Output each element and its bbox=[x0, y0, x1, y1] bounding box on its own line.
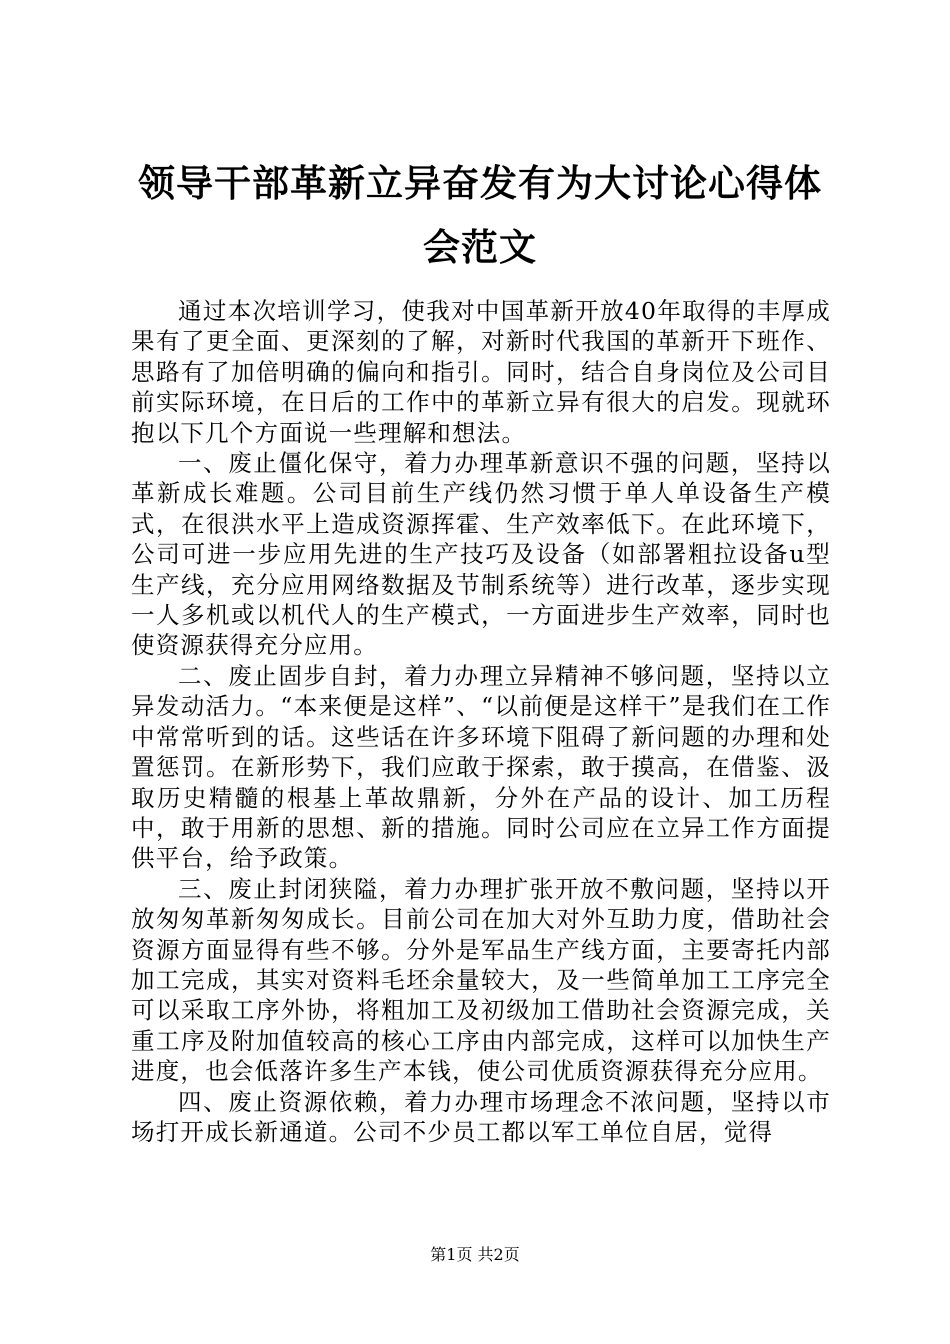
paragraph-section-3: 三、废止封闭狭隘，着力办理扩张开放不敷问题，坚持以开放匆匆革新匆匆成长。目前公司在加大对外互助力度，借助社会资源方面显得有些不够。分外是军品生产线方面，主要寄托内部加工完成，其实对资料毛坯余量较大，及一些简单加工工序完全可以采取工序外协，将粗加工及初级加工借助社会资源完成，关重工序及附加值较高的核心工序由内部完成，这样可以加快生产进度，也会低落许多生产本钱，使公司优质资源获得充分应用。 bbox=[131, 874, 831, 1086]
paragraph-intro: 通过本次培训学习，使我对中国革新开放40年取得的丰厚成果有了更全面、更深刻的了解，对新时代我国的革新开下班作、思路有了加倍明确的偏向和指引。同时，结合自身岗位及公司目前实际环境，在日后的工作中的革新立异有很大的启发。现就环抱以下几个方面说一些理解和想法。 bbox=[131, 297, 831, 447]
page-footer: 第1页 共2页 bbox=[430, 1245, 520, 1264]
document-body bbox=[131, 296, 831, 1147]
document-title: 领导干部革新立异奋发有为大讨论心得体会范文 bbox=[138, 162, 822, 269]
paragraph-section-2: 二、废止固步自封，着力办理立异精神不够问题，坚持以立异发动活力。“本来便是这样”、“以前便是这样干”是我们在工作中常常听到的话。这些话在许多环境下阻碍了新问题的办理和处置惩罚。在新形势下，我们应敢于探索，敢于摸高，在借鉴、汲取历史精髓的根基上革故鼎新，分外在产品的设计、加工历程中，敢于用新的思想、新的措施。同时公司应在立异工作方面提供平台，给予政策。 bbox=[131, 661, 831, 873]
paragraph-section-1: 一、废止僵化保守，着力办理革新意识不强的问题，坚持以革新成长难题。公司目前生产线仍然习惯于单人单设备生产模式，在很洪水平上造成资源挥霍、生产效率低下。在此环境下，公司可进一步应用先进的生产技巧及设备（如部署粗拉设备u型生产线，充分应用网络数据及节制系统等）进行改革，逐步实现一人多机或以机代人的生产模式，一方面进步生产效率，同时也使资源获得充分应用。 bbox=[131, 449, 831, 660]
paragraph-section-4: 四、废止资源依赖，着力办理市场理念不浓问题，坚持以市场打开成长新通道。公司不少员工都以军工单位自居，觉得 bbox=[131, 1087, 831, 1146]
